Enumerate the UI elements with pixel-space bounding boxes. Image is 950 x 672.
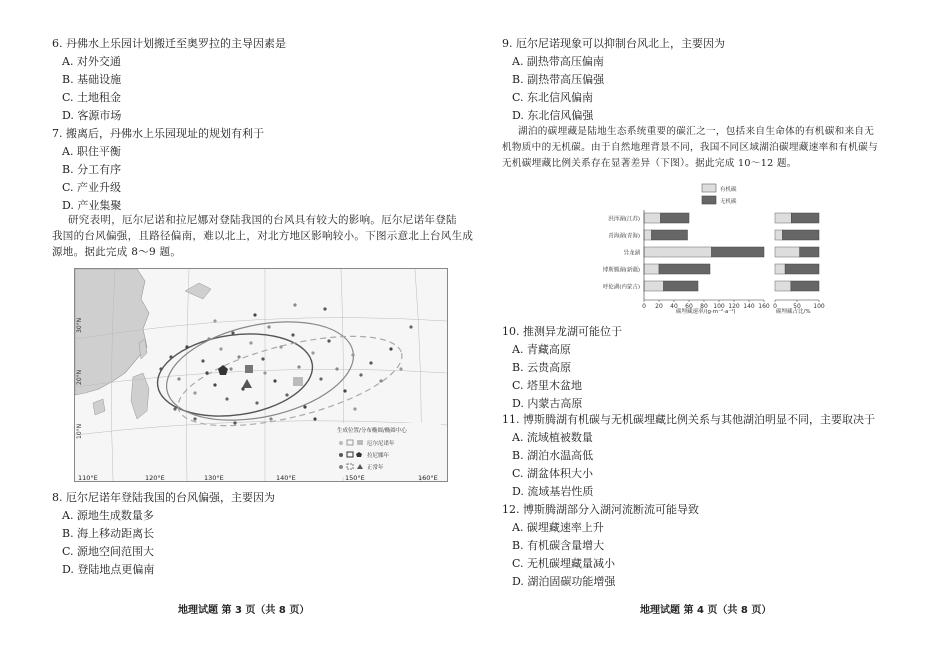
ratio-organic-bar [775,247,800,257]
question-10-option-a[interactable]: A. 青藏高原 [512,343,571,356]
typhoon-map-svg [75,269,447,481]
x-tick-label: 160 [758,303,770,310]
question-11-option-c[interactable]: C. 湖盆体积大小 [512,467,594,480]
intro-paragraph-line: 源地。据此完成 8～9 题。 [52,246,182,258]
x-tick-label: 120 [728,303,740,310]
category-label: 异龙湖 [623,250,640,257]
question-6-option-d[interactable]: D. 客源市场 [62,109,122,122]
normal-centre-box [293,377,303,386]
intro-paragraph-line: 机物质中的无机碳。由于自然地理背景不同，我国不同区域湖泊碳埋藏速率和有机碳与 [502,142,878,153]
legend-title: 生成位置/分布椭圆/椭圆中心 [337,428,407,434]
question-9-option-d[interactable]: D. 东北信风偏强 [512,109,594,122]
x-tick-label: 60 [685,303,693,310]
category-label: 呼伦湖(内蒙古) [602,284,640,291]
legend-el-nino: 厄尔尼诺年 [367,441,395,447]
ratio-tick-label: 100 [813,303,825,310]
x-tick-label: 140 [743,303,755,310]
ratio-organic-bar [775,281,791,291]
lon-label: 140°E [276,474,296,482]
question-7-stem: 7. 搬离后，丹佛水上乐园现址的规划有利于 [52,127,264,140]
question-10-option-c[interactable]: C. 塔里木盆地 [512,379,583,392]
inorganic-bar [712,247,765,257]
question-8-option-b[interactable]: B. 海上移动距离长 [62,527,155,540]
x-tick-label: 0 [642,303,646,310]
x-tick-label: 40 [670,303,678,310]
lat-label: 30°N [76,317,83,333]
question-11-option-b[interactable]: B. 湖泊水温高低 [512,449,594,462]
organic-bar [644,264,659,274]
ratio-tick-label: 0 [773,303,777,310]
map-legend [335,423,441,477]
ratio-tick-label: 50 [793,303,801,310]
ratio-organic-bar [775,213,791,223]
question-12-option-a[interactable]: A. 碳埋藏速率上升 [512,521,604,534]
lat-label: 10°N [76,423,83,439]
question-11-stem: 11. 博斯腾湖有机碳与无机碳埋藏比例关系与其他湖泊明显不同，主要取决于 [502,413,875,426]
intro-paragraph-line: 湖泊的碳埋藏是陆地生态系统重要的碳汇之一，包括来自生命体的有机碳和来自无 [518,126,875,137]
question-10-option-d[interactable]: D. 内蒙古高原 [512,397,583,410]
legend-la-nina: 拉尼娜年 [367,453,390,459]
x-tick-label: 20 [655,303,663,310]
ratio-axis-label: 碳埋藏占比/% [776,309,811,315]
question-6-stem: 6. 丹佛水上乐园计划搬迁至奥罗拉的主导因素是 [52,37,286,50]
la-nina-centre-marker [245,365,253,373]
x-tick-label: 80 [700,303,708,310]
question-9-option-b[interactable]: B. 副热带高压偏强 [512,73,605,86]
x-tick-label: 100 [713,303,725,310]
question-12-option-d[interactable]: D. 湖泊固碳功能增强 [512,575,616,588]
intro-paragraph-line: 我国的台风偏强，且路径偏南，难以北上，对北方地区影响较小。下图示意北上台风生成 [52,230,474,242]
ratio-inorganic-bar [782,230,819,240]
lon-label: 150°E [345,474,365,482]
organic-bar [644,247,712,257]
legend-inorganic-label: 无机碳 [720,199,737,205]
inorganic-bar [652,230,688,240]
ratio-inorganic-bar [791,281,819,291]
legend-organic-label: 有机碳 [720,187,737,193]
lon-label: 120°E [145,474,165,482]
ratio-organic-bar [775,264,785,274]
lat-label: 20°N [76,369,83,385]
question-9-option-c[interactable]: C. 东北信风偏南 [512,91,594,104]
lon-label: 110°E [78,474,98,482]
typhoon-source-map [74,268,448,482]
organic-bar [644,281,664,291]
category-label: 洪泽湖(江苏) [608,216,640,223]
ratio-inorganic-bar [785,264,819,274]
inorganic-bar [664,281,699,291]
legend-swatch-inorganic [702,196,716,204]
question-7-option-b[interactable]: B. 分工有序 [62,163,122,176]
legend-swatch-organic [702,184,716,192]
lon-label: 160°E [418,474,438,482]
question-7-option-a[interactable]: A. 职住平衡 [62,145,121,158]
legend-normal: 正常年 [367,465,384,471]
question-9-stem: 9. 厄尔尼诺现象可以抑制台风北上，主要因为 [502,37,725,50]
intro-paragraph-line: 无机碳埋藏比例关系存在显著差异（下图）。据此完成 10～12 题。 [502,158,797,169]
question-6-option-c[interactable]: C. 土地租金 [62,91,122,104]
question-6-option-b[interactable]: B. 基础设施 [62,73,122,86]
intro-paragraph-line: 研究表明，厄尔尼诺和拉尼娜对登陆我国的台风具有较大的影响。厄尔尼诺年登陆 [68,214,457,226]
ratio-organic-bar [775,230,782,240]
inorganic-bar [661,213,690,223]
question-12-stem: 12. 博斯腾湖部分入湖河流断流可能导致 [502,503,699,516]
carbon-burial-chart [568,180,848,316]
question-12-option-b[interactable]: B. 有机碳含量增大 [512,539,605,552]
question-8-stem: 8. 厄尔尼诺年登陆我国的台风偏强，主要因为 [52,491,275,504]
category-label: 博斯腾湖(新疆) [602,267,640,274]
question-8-option-c[interactable]: C. 源地空间范围大 [62,545,155,558]
ratio-inorganic-bar [800,247,819,257]
question-7-option-d[interactable]: D. 产业集聚 [62,199,122,212]
page-footer-left: 地理试题 第 3 页（共 8 页） [178,605,310,616]
organic-bar [644,213,661,223]
question-11-option-d[interactable]: D. 流域基岩性质 [512,485,594,498]
organic-bar [644,230,652,240]
inorganic-bar [659,264,710,274]
question-6-option-a[interactable]: A. 对外交通 [62,55,121,68]
ratio-inorganic-bar [791,213,819,223]
question-10-stem: 10. 推测异龙湖可能位于 [502,325,622,338]
question-8-option-d[interactable]: D. 登陆地点更偏南 [62,563,155,576]
question-7-option-c[interactable]: C. 产业升级 [62,181,122,194]
page-footer-right: 地理试题 第 4 页（共 8 页） [640,605,772,616]
question-12-option-c[interactable]: C. 无机碳埋藏量减小 [512,557,616,570]
question-11-option-a[interactable]: A. 流域植被数量 [512,431,593,444]
question-9-option-a[interactable]: A. 副热带高压偏南 [512,55,604,68]
carbon-burial-svg [568,180,848,316]
question-10-option-b[interactable]: B. 云贵高原 [512,361,572,374]
x-axis-label: 碳埋藏速率/(g·m⁻²·a⁻¹) [676,309,736,315]
category-label: 青海湖(青海) [608,233,640,240]
question-8-option-a[interactable]: A. 源地生成数量多 [62,509,154,522]
lon-label: 130°E [204,474,224,482]
